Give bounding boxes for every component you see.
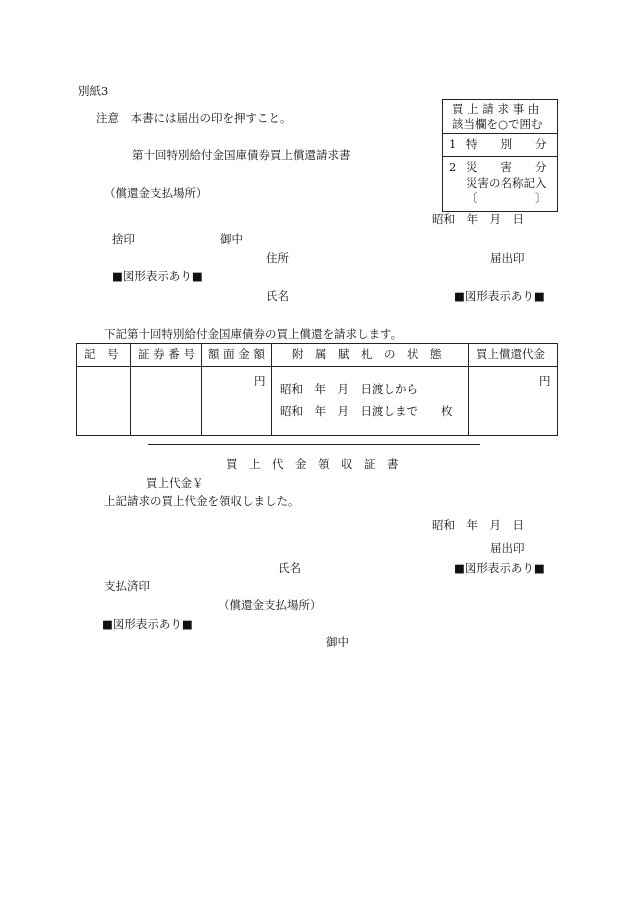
payment-place-top: （償還金支払場所） bbox=[104, 186, 208, 200]
seal-label: 捨印 bbox=[112, 232, 135, 246]
note-text: 注意 本書には届出の印を押すこと。 bbox=[96, 111, 292, 125]
reason-header-line2: 該当欄を○で囲む bbox=[452, 117, 543, 131]
purchase-amount-label: 買上代金￥ bbox=[146, 476, 204, 490]
redemption-yen-unit: 円 bbox=[539, 374, 551, 388]
table-header-face-value: 額 面 金 額 bbox=[208, 347, 265, 361]
paid-seal-label: 支払済印 bbox=[104, 579, 150, 593]
name-label-bottom: 氏名 bbox=[278, 561, 301, 575]
reason-item2-number: 2 bbox=[449, 160, 457, 174]
figure-note-right-top: ■図形表示あり■ bbox=[454, 289, 545, 303]
reason-header-line1: 買 上 請 求 事 由 bbox=[452, 102, 540, 116]
form-title: 第十回特別給付金国庫債券買上償還請求書 bbox=[132, 148, 351, 162]
receipt-title: 買 上 代 金 領 収 証 書 bbox=[226, 457, 399, 471]
address-label: 住所 bbox=[266, 251, 289, 265]
coupon-from-line: 昭和 年 月 日渡しから bbox=[280, 382, 418, 396]
addressee-top: 御中 bbox=[220, 232, 243, 246]
addressee-bottom: 御中 bbox=[326, 635, 349, 649]
table-header-redemption-amount: 買上償還代金 bbox=[476, 347, 545, 361]
payment-place-bottom: （償還金支払場所） bbox=[218, 598, 322, 612]
reason-item2-bracket: 〔 〕 bbox=[466, 191, 547, 205]
reason-item1-number: 1 bbox=[449, 137, 457, 151]
annex-label: 別紙3 bbox=[78, 84, 109, 98]
figure-note-left-top: ■図形表示あり■ bbox=[112, 269, 203, 283]
table-header-certificate-number: 証 券 番 号 bbox=[138, 347, 195, 361]
coupon-until-line: 昭和 年 月 日渡しまで 枚 bbox=[280, 404, 453, 418]
table-header-coupon-status: 附 属 賦 札 の 状 態 bbox=[292, 347, 442, 361]
date-bottom: 昭和 年 月 日 bbox=[432, 518, 524, 532]
figure-note-left-bottom: ■図形表示あり■ bbox=[102, 617, 193, 631]
reason-item2-sub: 災害の名称記入 bbox=[466, 176, 547, 190]
table-header-symbol: 記 号 bbox=[84, 347, 119, 361]
registered-seal-top: 届出印 bbox=[490, 251, 525, 265]
receipt-sentence: 上記請求の買上代金を領収しました。 bbox=[104, 494, 300, 508]
date-top: 昭和 年 月 日 bbox=[432, 212, 524, 226]
request-sentence: 下記第十回特別給付金国庫債券の買上償還を請求します。 bbox=[104, 327, 403, 341]
reason-item2-label: 災 害 分 bbox=[466, 160, 547, 174]
reason-item1-label: 特 別 分 bbox=[466, 137, 547, 151]
figure-note-right-bottom: ■図形表示あり■ bbox=[454, 561, 545, 575]
registered-seal-bottom: 届出印 bbox=[490, 541, 525, 555]
face-value-yen-unit: 円 bbox=[254, 374, 266, 388]
name-label-top: 氏名 bbox=[266, 289, 289, 303]
section-divider bbox=[148, 444, 480, 445]
